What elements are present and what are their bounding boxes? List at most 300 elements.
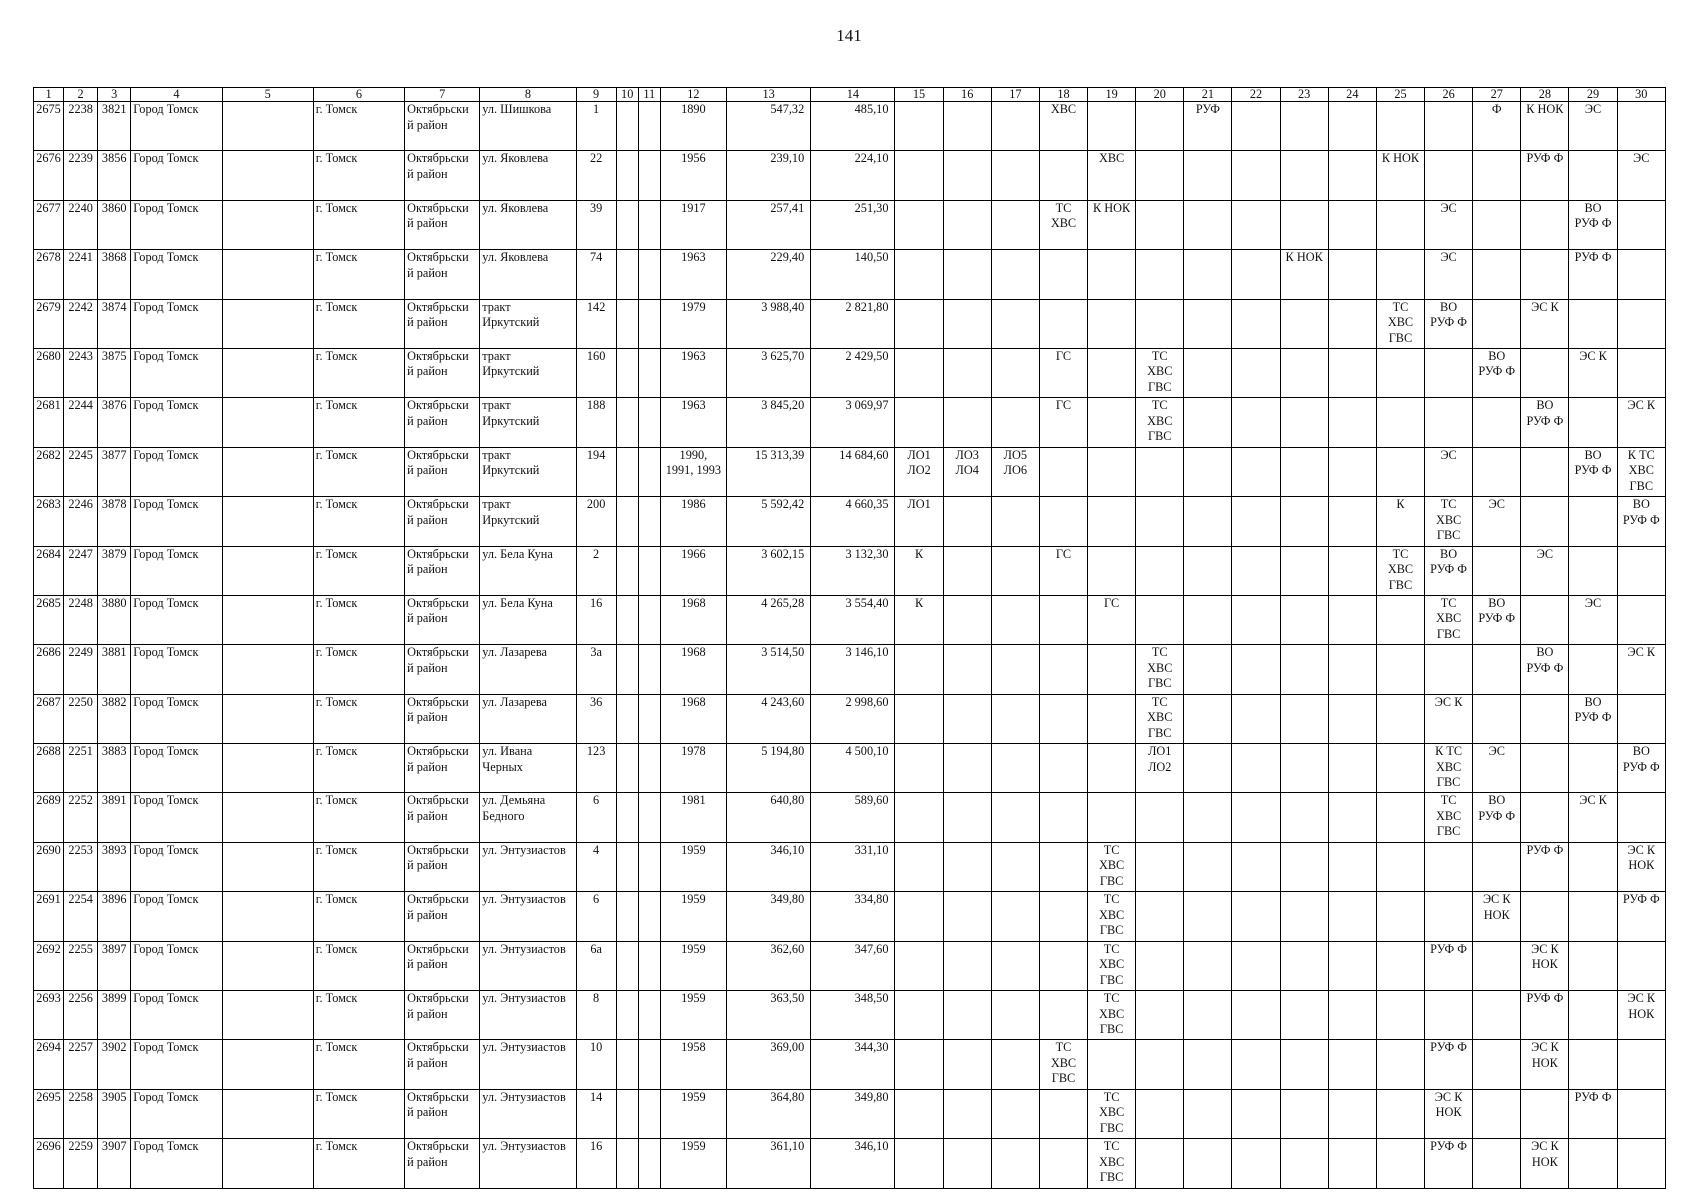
table-cell: 1963 [660,348,726,397]
table-cell [1232,348,1280,397]
table-cell [638,595,660,644]
table-cell [895,398,943,447]
table-cell: 3878 [98,497,131,546]
column-header: 17 [991,88,1039,102]
table-cell: 1958 [660,1040,726,1089]
column-header: 25 [1376,88,1424,102]
table-cell: ЭС К [1521,299,1569,348]
table-cell: ВО РУФ Ф [1569,200,1617,249]
table-cell: ТС ХВС ГВС [1136,348,1184,397]
table-cell: 6 [576,793,616,842]
column-header: 22 [1232,88,1280,102]
table-cell [943,1040,991,1089]
table-cell [1376,1139,1424,1188]
table-cell: 2677 [34,200,64,249]
page-number: 141 [836,26,862,45]
table-cell [991,842,1039,891]
table-cell: 3902 [98,1040,131,1089]
table-cell [616,744,638,793]
table-cell: 2256 [64,991,98,1040]
table-cell: 2238 [64,102,98,151]
table-cell: 2 [576,546,616,595]
table-cell: ЭС К НОК [1473,892,1521,941]
table-cell [222,1040,313,1089]
table-cell: г. Томск [313,398,404,447]
table-cell [1328,793,1376,842]
table-cell: ЭС К НОК [1521,1139,1569,1188]
table-cell: 2259 [64,1139,98,1188]
table-cell [1232,694,1280,743]
table-cell: ул. Энтузиастов [480,1040,576,1089]
table-cell [1088,348,1136,397]
table-cell: ЭС К НОК [1521,1040,1569,1089]
table-cell [1569,299,1617,348]
table-cell: ВО РУФ Ф [1617,744,1665,793]
table-cell [1280,1139,1328,1188]
table-cell: Октябрьски й район [405,299,480,348]
table-cell [1136,546,1184,595]
table-cell [1425,348,1473,397]
table-cell: 2683 [34,497,64,546]
table-cell [1376,892,1424,941]
column-header: 27 [1473,88,1521,102]
table-cell: 5 592,42 [726,497,810,546]
table-cell [895,102,943,151]
table-cell [1184,348,1232,397]
table-cell: ХВС [1088,151,1136,200]
table-cell [1376,595,1424,644]
table-cell [1088,744,1136,793]
table-cell [1569,744,1617,793]
table-cell: ГС [1039,398,1087,447]
table-cell: Город Томск [131,348,222,397]
table-cell: 257,41 [726,200,810,249]
table-cell: ВО РУФ Ф [1617,497,1665,546]
table-cell: ВО РУФ Ф [1521,645,1569,694]
table-cell [943,793,991,842]
table-cell [1039,991,1087,1040]
table-cell: 3 554,40 [811,595,895,644]
table-cell [1184,595,1232,644]
table-cell [1328,645,1376,694]
table-row [34,744,1666,793]
table-cell [1136,250,1184,299]
table-cell: 2254 [64,892,98,941]
table-cell [1232,842,1280,891]
table-cell [1473,1089,1521,1138]
column-header: 29 [1569,88,1617,102]
table-cell [1184,200,1232,249]
table-cell: 1966 [660,546,726,595]
table-cell [895,892,943,941]
table-cell: Октябрьски й район [405,941,480,990]
table-cell: ТС ХВС ГВС [1039,1040,1087,1089]
table-cell: г. Томск [313,744,404,793]
table-cell: ЭС [1521,546,1569,595]
table-cell [1280,694,1328,743]
table-cell: 3877 [98,447,131,496]
table-cell [1617,299,1665,348]
table-cell: 485,10 [811,102,895,151]
table-cell: 3868 [98,250,131,299]
table-cell: г. Томск [313,447,404,496]
table-cell [1328,842,1376,891]
table-cell: ЭС К НОК [1521,941,1569,990]
table-cell: 3 845,20 [726,398,810,447]
table-cell [1617,200,1665,249]
table-cell [1280,200,1328,249]
table-cell: Октябрьски й район [405,447,480,496]
table-cell: 224,10 [811,151,895,200]
table-cell [1617,941,1665,990]
table-cell: ЭС [1425,200,1473,249]
table-cell [1473,447,1521,496]
table-cell [1328,497,1376,546]
table-cell [1328,299,1376,348]
table-cell: 2255 [64,941,98,990]
table-cell: 2696 [34,1139,64,1188]
table-row [34,497,1666,546]
table-cell: 3860 [98,200,131,249]
table-cell: 547,32 [726,102,810,151]
table-cell [1280,842,1328,891]
table-cell: ВО РУФ Ф [1425,299,1473,348]
table-cell [1521,595,1569,644]
table-cell [943,694,991,743]
table-cell: РУФ [1184,102,1232,151]
table-cell: 344,30 [811,1040,895,1089]
table-cell: Город Томск [131,447,222,496]
table-cell: ЛО3 ЛО4 [943,447,991,496]
table-cell [1184,991,1232,1040]
table-cell: ТС ХВС [1039,200,1087,249]
table-cell: 2249 [64,645,98,694]
table-cell [1473,694,1521,743]
table-cell: ЭС К НОК [1617,842,1665,891]
table-cell [222,595,313,644]
table-cell: 363,50 [726,991,810,1040]
table-cell: 5 194,80 [726,744,810,793]
table-cell [1425,151,1473,200]
table-row [34,941,1666,990]
table-cell: г. Томск [313,250,404,299]
table-cell [943,299,991,348]
table-row [34,348,1666,397]
table-cell: Город Томск [131,991,222,1040]
table-cell: ТС ХВС ГВС [1088,991,1136,1040]
table-cell [1184,398,1232,447]
table-cell [1136,842,1184,891]
table-cell [616,892,638,941]
table-cell: ВО РУФ Ф [1569,447,1617,496]
table-cell: 1 [576,102,616,151]
table-cell: 1968 [660,595,726,644]
table-cell: 2685 [34,595,64,644]
table-cell: 2689 [34,793,64,842]
table-cell [1232,645,1280,694]
table-cell [1088,250,1136,299]
table-cell [991,595,1039,644]
table-cell: г. Томск [313,299,404,348]
table-cell [1280,151,1328,200]
table-cell: Город Томск [131,1089,222,1138]
table-cell: 349,80 [811,1089,895,1138]
table-cell [1521,744,1569,793]
table-cell: ЭС [1473,744,1521,793]
table-cell [991,151,1039,200]
table-cell [1232,595,1280,644]
table-cell: 1959 [660,941,726,990]
table-cell: 1978 [660,744,726,793]
table-cell [943,842,991,891]
table-cell [1184,694,1232,743]
table-cell [1136,793,1184,842]
table-cell: 2693 [34,991,64,1040]
table-cell [1280,1089,1328,1138]
table-cell: К ТС ХВС ГВС [1617,447,1665,496]
table-cell: Город Томск [131,250,222,299]
table-cell [1376,842,1424,891]
table-cell [1617,694,1665,743]
table-cell: ул. Энтузиастов [480,1089,576,1138]
table-cell [1473,151,1521,200]
table-cell [1184,546,1232,595]
table-cell [943,200,991,249]
table-cell: 347,60 [811,941,895,990]
table-cell: тракт Иркутский [480,348,576,397]
table-row [34,1040,1666,1089]
table-cell: 3896 [98,892,131,941]
table-cell [222,1089,313,1138]
table-cell: г. Томск [313,793,404,842]
table-cell [638,200,660,249]
table-cell [638,546,660,595]
table-cell [1136,941,1184,990]
table-cell: Город Томск [131,842,222,891]
table-cell [1184,892,1232,941]
table-cell [1521,348,1569,397]
table-cell: 3а [576,645,616,694]
table-cell [1376,1089,1424,1138]
table-cell: 36 [576,694,616,743]
table-cell [943,941,991,990]
table-cell [1617,250,1665,299]
table-cell [895,991,943,1040]
column-header: 7 [405,88,480,102]
table-cell: 2 821,80 [811,299,895,348]
table-row [34,1139,1666,1188]
table-cell [943,892,991,941]
table-cell [1136,151,1184,200]
table-cell [1232,1139,1280,1188]
table-cell [638,694,660,743]
table-cell: К [895,595,943,644]
table-cell: ГС [1039,546,1087,595]
table-cell [1232,546,1280,595]
header-row [34,88,1666,102]
table-cell [1521,1089,1569,1138]
table-cell [1280,793,1328,842]
table-cell: 2248 [64,595,98,644]
table-cell [991,497,1039,546]
table-cell [616,546,638,595]
table-cell [943,250,991,299]
table-cell [222,398,313,447]
table-cell [638,398,660,447]
table-cell [1376,793,1424,842]
table-cell [895,645,943,694]
table-cell: 348,50 [811,991,895,1040]
table-cell: 334,80 [811,892,895,941]
table-cell [1232,299,1280,348]
table-cell [1569,1040,1617,1089]
table-cell [1280,299,1328,348]
table-cell: ул. Лазарева [480,645,576,694]
table-cell: 3905 [98,1089,131,1138]
table-cell [1280,892,1328,941]
table-cell [943,348,991,397]
table-cell [895,299,943,348]
table-cell [1184,250,1232,299]
table-cell [943,151,991,200]
table-cell [222,447,313,496]
table-cell [895,151,943,200]
table-cell [1280,398,1328,447]
table-cell: ТС ХВС ГВС [1136,694,1184,743]
table-cell: 3 602,15 [726,546,810,595]
table-cell: 16 [576,595,616,644]
table-cell: 2692 [34,941,64,990]
table-row [34,991,1666,1040]
table-cell: 362,60 [726,941,810,990]
table-cell [638,645,660,694]
column-header: 28 [1521,88,1569,102]
table-cell: 4 500,10 [811,744,895,793]
table-cell [1136,1089,1184,1138]
table-cell: 2258 [64,1089,98,1138]
table-cell: 2245 [64,447,98,496]
table-cell [616,941,638,990]
table-cell: 331,10 [811,842,895,891]
table-cell: 2682 [34,447,64,496]
table-cell: 4 243,60 [726,694,810,743]
column-header: 16 [943,88,991,102]
column-header: 24 [1328,88,1376,102]
table-cell [616,1040,638,1089]
table-cell [1184,941,1232,990]
table-cell [1425,102,1473,151]
table-cell: 1986 [660,497,726,546]
table-cell [991,645,1039,694]
table-cell [1473,991,1521,1040]
table-cell: 142 [576,299,616,348]
table-cell: ХВС [1039,102,1087,151]
table-row [34,102,1666,151]
table-cell [895,941,943,990]
table-cell [1473,941,1521,990]
table-cell: 2252 [64,793,98,842]
table-cell: РУФ Ф [1521,842,1569,891]
table-cell: 2684 [34,546,64,595]
table-cell: Город Томск [131,941,222,990]
table-cell: ЛО1 ЛО2 [1136,744,1184,793]
table-cell: 2253 [64,842,98,891]
table-cell: ул. Шишкова [480,102,576,151]
table-cell [222,842,313,891]
table-cell: ЭС К НОК [1617,991,1665,1040]
table-cell [1617,348,1665,397]
table-cell: г. Томск [313,941,404,990]
table-cell [991,398,1039,447]
table-cell [616,102,638,151]
table-cell [1328,892,1376,941]
table-cell [1376,941,1424,990]
table-cell: 2257 [64,1040,98,1089]
table-row [34,398,1666,447]
table-cell [1039,645,1087,694]
table-cell [616,991,638,1040]
table-cell [943,1089,991,1138]
table-cell: 2246 [64,497,98,546]
table-cell [1376,744,1424,793]
table-cell: Октябрьски й район [405,398,480,447]
table-cell [895,744,943,793]
table-cell [1184,1040,1232,1089]
table-cell: 2247 [64,546,98,595]
table-cell [1232,200,1280,249]
table-cell: ЭС К НОК [1425,1089,1473,1138]
table-cell: ЛО1 ЛО2 [895,447,943,496]
table-cell [1280,546,1328,595]
column-header: 3 [98,88,131,102]
table-cell: 2241 [64,250,98,299]
column-header: 15 [895,88,943,102]
table-cell: ул. Энтузиастов [480,842,576,891]
column-header: 23 [1280,88,1328,102]
table-cell: Октябрьски й район [405,250,480,299]
table-cell: г. Томск [313,991,404,1040]
table-cell: К НОК [1521,102,1569,151]
table-cell [222,744,313,793]
table-cell [638,1040,660,1089]
table-cell [638,892,660,941]
table-row [34,151,1666,200]
table-cell: 6 [576,892,616,941]
table-cell: 2244 [64,398,98,447]
table-cell: 200 [576,497,616,546]
table-cell [1136,892,1184,941]
table-cell [1184,151,1232,200]
table-cell: ЭС [1425,447,1473,496]
table-cell [1280,102,1328,151]
table-cell [638,842,660,891]
table-cell [1232,793,1280,842]
table-cell: 188 [576,398,616,447]
table-cell: 229,40 [726,250,810,299]
table-cell: Октябрьски й район [405,991,480,1040]
table-cell: г. Томск [313,842,404,891]
table-cell [991,694,1039,743]
table-cell: ТС ХВС ГВС [1376,546,1424,595]
table-cell [1232,892,1280,941]
table-row [34,447,1666,496]
table-cell [943,1139,991,1188]
table-cell [1617,1139,1665,1188]
table-cell [1280,447,1328,496]
table-cell [1184,1139,1232,1188]
table-cell: ТС ХВС ГВС [1136,645,1184,694]
table-cell [616,299,638,348]
